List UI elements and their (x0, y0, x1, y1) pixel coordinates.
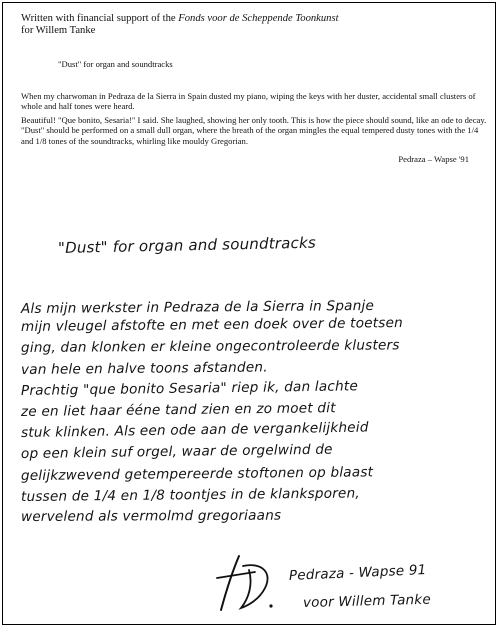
handwritten-line: ging, dan klonken er kleine ongecontroleerde klusters (20, 337, 400, 356)
handwritten-line: Prachtig "que bonito Sesaria" riep ik, dan lachte (20, 378, 359, 399)
typed-place-date: Pedraza – Wapse '91 (398, 154, 469, 164)
handwritten-line: tussen de 1/4 en 1/8 toontjes in de klanksporen, (20, 485, 360, 505)
handwritten-line: wervelend als vermolmd gregoriaans (20, 507, 282, 525)
signature-mark (213, 548, 283, 618)
handwritten-line: mijn vleugel afstofte en met een doek over de toetsen (20, 315, 404, 335)
handwritten-line: gelijkzwevend getempereerde stoftonen op blaast (20, 464, 374, 484)
typed-title: "Dust" for organ and soundtracks (58, 59, 173, 69)
typed-paragraph-1: When my charwoman in Pedraza de la Sierra in Spain dusted my piano, wiping the keys with her duster, accidental small clusters of whole and half tones were heard. (21, 91, 476, 112)
funding-prefix: Written with financial support of the (21, 13, 179, 24)
handwritten-line: op een klein suf orgel, waar de orgelwind de (20, 441, 333, 462)
fund-name: Fonds voor de Scheppende Toonkunst (178, 13, 339, 24)
handwritten-line: ze en liet haar ééne tand zien en zo moet dit (20, 400, 336, 420)
typed-paragraph-2: Beautiful! "Que bonito, Sesaria!" I said. She laughed, showing her only tooth. This is how the piece should sound, like an ode to decay. "Dust" should be performed on a small dull organ, where the breath of the organ mingles the equal tempered dusty tones with the 1/4 and 1/8 tones of the soundtracks, whirling like mouldy Gregorian. (21, 115, 487, 146)
handwritten-line: van hele en halve toons afstanden. (20, 359, 268, 378)
handwritten-place-date: Pedraza - Wapse 91 (288, 562, 427, 584)
handwritten-dedication: voor Willem Tanke (302, 591, 432, 611)
manuscript-page (2, 2, 496, 625)
funding-credit (21, 13, 461, 37)
handwritten-line: stuk klinken. Als een ode aan de vergankelijkheid (20, 419, 369, 441)
funding-line-2: for Willem Tanke (21, 25, 96, 36)
funding-line-1 (21, 13, 461, 25)
handwritten-title: "Dust" for organ and soundtracks (57, 233, 317, 257)
handwritten-line: Als mijn werkster in Pedraza de la Sierra in Spanje (20, 297, 375, 317)
